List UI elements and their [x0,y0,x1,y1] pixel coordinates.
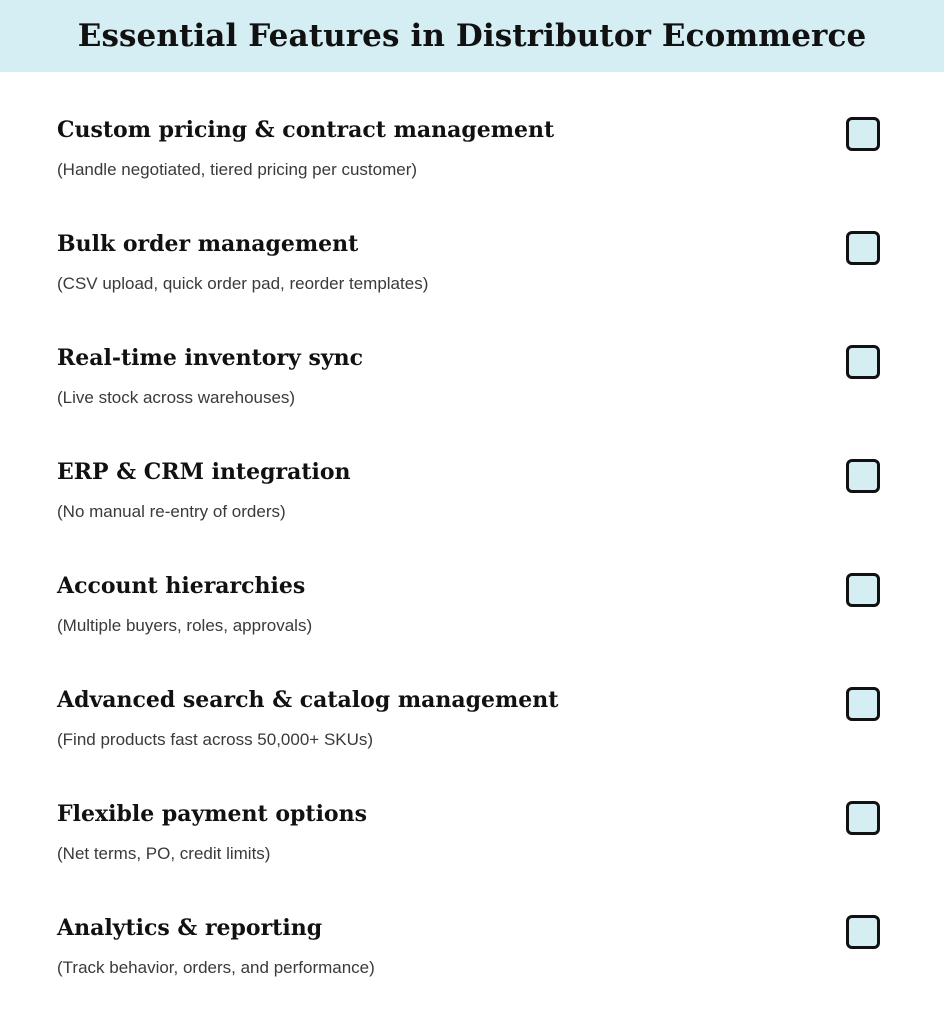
feature-title: Real-time inventory sync [57,345,364,371]
feature-description: (Multiple buyers, roles, approvals) [57,616,313,635]
page-title: Essential Features in Distributor Ecommerce [77,18,867,54]
feature-title: Custom pricing & contract management [57,117,555,143]
feature-item [0,414,944,528]
feature-checkbox[interactable] [846,573,880,607]
feature-item [0,186,944,300]
header-banner [0,0,944,72]
feature-checkbox[interactable] [846,459,880,493]
feature-item [0,72,944,186]
feature-item [0,756,944,870]
feature-checkbox[interactable] [846,231,880,265]
feature-checkbox[interactable] [846,117,880,151]
feature-item [0,528,944,642]
feature-description: (Live stock across warehouses) [57,388,296,407]
feature-title: Advanced search & catalog management [57,687,559,713]
feature-item [0,642,944,756]
feature-title: ERP & CRM integration [57,459,351,485]
feature-checkbox[interactable] [846,801,880,835]
feature-checkbox[interactable] [846,915,880,949]
feature-description: (CSV upload, quick order pad, reorder templates) [57,274,429,293]
feature-description: (Handle negotiated, tiered pricing per customer) [57,160,418,179]
feature-description: (Track behavior, orders, and performance) [57,958,375,977]
feature-title: Analytics & reporting [57,915,323,941]
feature-title: Bulk order management [57,231,359,257]
feature-checkbox[interactable] [846,345,880,379]
feature-description: (Find products fast across 50,000+ SKUs) [57,730,374,749]
feature-item [0,300,944,414]
feature-checkbox[interactable] [846,687,880,721]
feature-description: (Net terms, PO, credit limits) [57,844,271,863]
feature-description: (No manual re-entry of orders) [57,502,286,521]
feature-item [0,870,944,984]
feature-title: Flexible payment options [57,801,367,827]
feature-title: Account hierarchies [57,573,306,599]
